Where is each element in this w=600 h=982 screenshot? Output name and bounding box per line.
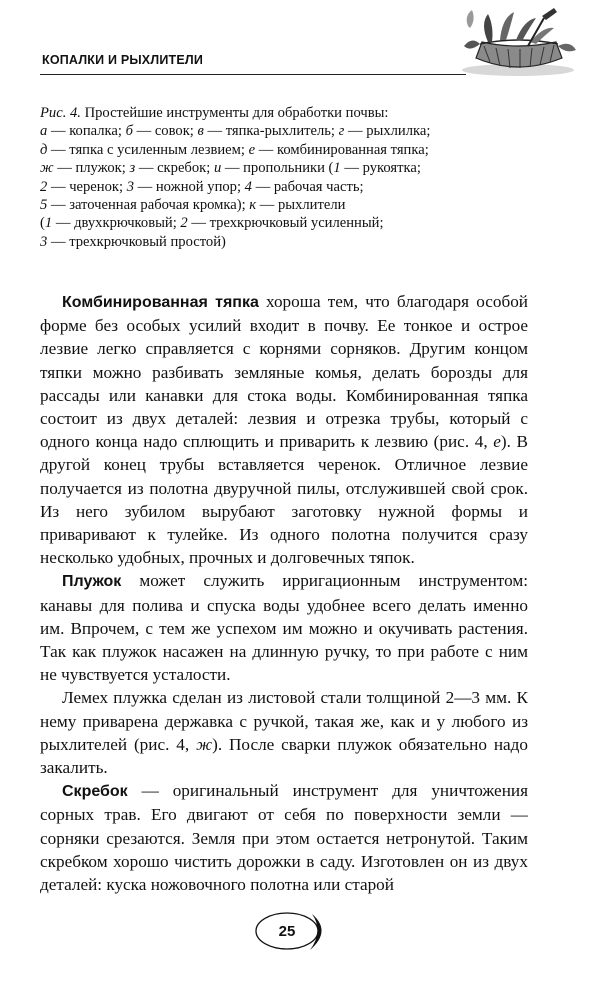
caption-line [40, 122, 540, 140]
caption-text: — совок; [132, 123, 198, 140]
caption-line [40, 214, 540, 232]
page-number: 25 [278, 922, 296, 940]
caption-text: — тяпка с усиленным лезвием; [47, 141, 249, 158]
caption-key: 1 [44, 215, 53, 232]
paragraph-scraper [40, 779, 528, 896]
paragraph-text: ). После сварки плужок обязательно надо закалить. [40, 734, 528, 778]
caption-line [40, 196, 540, 214]
caption-text: — рыхлилка; [344, 123, 431, 140]
caption-line [40, 104, 540, 122]
caption-text: — рукоятка; [340, 160, 421, 177]
caption-key: 3 [126, 178, 134, 195]
caption-text: — ножной упор; [133, 178, 245, 195]
caption-text: — трехкрючковый простой) [47, 233, 226, 250]
paragraph-text: может служить ирригационным инструментом: канавы для полива и спуска воды удобнее всего делать именно им. Впрочем, с тем же успехом им можно и окучивать растения. Так как плужок насажен на длинную ручку, то при работе с ним не чувствуется усталости. [40, 571, 528, 685]
caption-text: — рабочая часть; [251, 178, 364, 195]
paragraph-combined-hoe [40, 290, 528, 569]
caption-key: е [248, 141, 256, 158]
figure-label: Рис. 4. [40, 105, 81, 121]
page-number-badge [252, 908, 334, 954]
caption-text: — скребок; [135, 160, 214, 177]
caption-key: д [40, 141, 48, 158]
header-rule [40, 74, 466, 75]
paragraph-plough [40, 569, 528, 686]
term-combined-hoe: Комбинированная тяпка [62, 294, 259, 311]
caption-text: — рыхлители [256, 197, 346, 214]
paragraph-text: — оригинальный инструмент для уничтожения сорных трав. Его двигают от себя по поверхности земли — сорняки срезаются. Земля при этом остается нетронутой. Таким скребком хорошо чистить дорожки в саду. Изготовлен он из двух деталей: куска ножовочного полотна или старой [40, 781, 528, 895]
term-plough: Плужок [62, 573, 122, 591]
caption-text: — плужок; [53, 160, 130, 177]
caption-line [40, 233, 540, 251]
paragraph-text: хороша тем, что благодаря особой форме без особых усилий входит в почву. Ее тонкое и острое лезвие легко справляется с корнями сорняков. Другим концом тяпки можно разбивать земляные комья, делать борозды для рассады или канавки для стока воды. Комбинированная тяпка состоит из двух деталей: лезвия и отрезка трубы, который с одного конца надо сплющить и приварить к лезвию (рис. 4, [40, 292, 528, 452]
caption-text: Простейшие инструменты для обработки почвы: [80, 105, 389, 121]
caption-key: 5 [40, 197, 48, 214]
caption-key: и [213, 160, 222, 177]
garden-tools-basket-icon [458, 6, 580, 78]
caption-text: — пропольники ( [221, 160, 334, 177]
caption-text: — тяпка-рыхлитель; [203, 123, 339, 140]
caption-key: б [125, 123, 133, 140]
caption-line [40, 141, 540, 159]
caption-key: а [40, 123, 48, 140]
caption-key: г [338, 123, 345, 140]
caption-line [40, 159, 540, 177]
caption-key: 4 [244, 178, 252, 195]
caption-key: ж [40, 160, 54, 177]
caption-key: 3 [40, 233, 48, 250]
figure-ref: ж [196, 734, 213, 754]
caption-text: — черенок; [47, 178, 127, 195]
caption-key: з [129, 160, 136, 177]
caption-text: — комбинированная тяпка; [255, 141, 429, 158]
caption-key: к [249, 197, 257, 214]
paragraph-text: Лемех плужка сделан из листовой стали толщиной 2—3 мм. К нему приварена державка с ручкой, такая же, как и у любого из рыхлителей (рис. 4, [40, 688, 528, 754]
body-text [40, 290, 528, 896]
caption-text: — трехкрючковый усиленный; [187, 215, 384, 232]
caption-key: 2 [180, 215, 188, 232]
figure-caption [40, 104, 540, 251]
caption-text: — заточенная рабочая кромка); [47, 197, 250, 214]
figure-ref: е [493, 432, 501, 452]
caption-line [40, 178, 540, 196]
paragraph-text: ). В другой конец трубы вставляется черенок. Отличное лезвие получается из полотна двуручной пилы, отслужившей свой срок. Из него зубилом вырубают заготовку нужной формы и приваривают к тулейке. Из одного полотна получится сразу несколько удобных, прочных и долговечных тяпок. [40, 432, 528, 568]
caption-text: ( [40, 215, 45, 232]
caption-text: — двухкрючковый; [52, 215, 181, 232]
paragraph-ploughshare [40, 686, 528, 779]
caption-key: 2 [40, 178, 48, 195]
running-header: КОПАЛКИ И РЫХЛИТЕЛИ [42, 53, 204, 67]
term-scraper: Скребок [62, 783, 128, 801]
caption-text: — копалка; [47, 123, 126, 140]
caption-key: 1 [333, 160, 341, 177]
caption-key: в [197, 123, 204, 140]
